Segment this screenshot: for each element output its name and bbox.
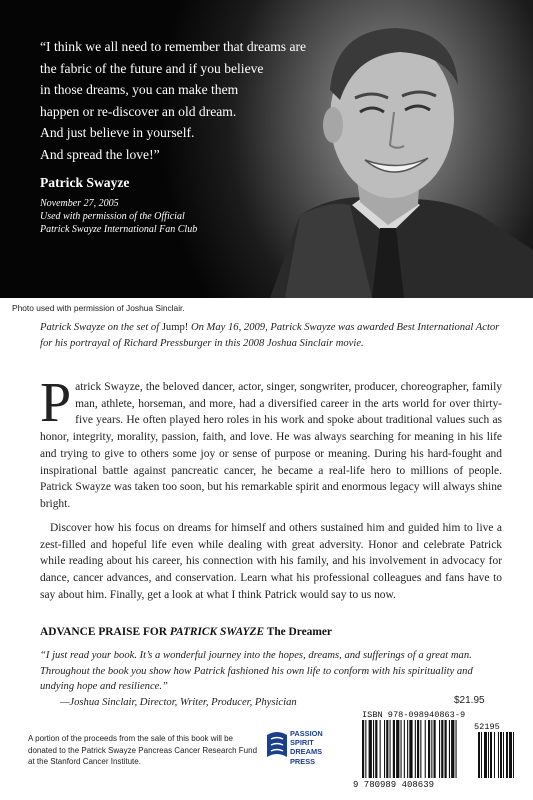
photo-credit: Photo used with permission of Joshua Sinclair. <box>12 303 185 313</box>
body-paragraph-2: Discover how his focus on dreams for himself and others sustained him and guided him to live a zest-filled and hopeful life even while dealing with great adversity. Honor and celebrate Patrick while reading about his career, his connection with his family, and his involvement in advocacy for dance, cancer advances, and conservation. Learn what his professional colleagues and fans have to say about him. Finally, get a look at what I think Patrick would say to us now. <box>40 522 502 601</box>
praise-heading-prefix: ADVANCE PRAISE FOR <box>40 626 170 638</box>
praise-attribution: —Joshua Sinclair, Director, Writer, Producer, Physician <box>60 697 297 708</box>
quote-line: in those dreams, you can make them <box>40 82 239 97</box>
publisher-line: DREAMS <box>290 747 323 757</box>
publisher-line: PASSION <box>290 729 323 738</box>
caption-before: Patrick Swayze on the set of <box>40 322 162 333</box>
isbn-text: ISBN 978-098940863-9 <box>362 710 466 720</box>
publisher-line: SPIRIT <box>290 738 314 748</box>
quote-permission-1: Used with permission of the Official <box>40 211 185 222</box>
isbn-addon: 52195 <box>474 722 500 732</box>
quote-line: And spread the love!” <box>40 146 160 162</box>
praise-quote: “I just read your book. It’s a wonderful journey into the hopes, dreams, and sufferings of a great man. Throughout the book you show how Patrick fashioned his own life to conform with his spirituality and undying hope and resilience.” <box>40 650 473 692</box>
body-paragraph-1 <box>40 372 502 513</box>
publisher-line: PRESS <box>290 756 316 766</box>
paragraph-1-text: atrick Swayze, the beloved dancer, actor, singer, songwriter, producer, choreographer, family man, athlete, horseman, and more, had a diversified career in the arts world for over thirty-five years. He often played hero roles in his work and spoke about traditional values such as honor, integrity, morality, passion, faith, and love. He was always searching for meaning in his life and trying to give to others some joy or sense of purpose or meaning. During his hard-fought and inspirational battle against pancreatic cancer, he became a real-life hero to millions of people. Patrick Swayze was taken too soon, but his remarkable spirit and enormous legacy will always shine bright. <box>40 381 502 510</box>
quote-meta <box>40 197 330 236</box>
praise-heading <box>40 626 332 638</box>
quote-author: Patrick Swayze <box>40 175 130 190</box>
praise-heading-suffix: The Dreamer <box>264 626 332 638</box>
quote-permission-2: Patrick Swayze International Fan Club <box>40 224 198 235</box>
drop-cap: P <box>40 372 72 434</box>
quote-date: November 27, 2005 <box>40 198 119 209</box>
barcode-icon <box>362 720 520 778</box>
publisher-name <box>290 729 323 766</box>
quote-line: And just believe in yourself. <box>40 125 195 140</box>
author-photo <box>0 0 533 298</box>
caption-after: On May 16, 2009, Patrick Swayze was awarded Best International Actor for his portrayal of Richard Pressburger in this 2008 Joshua Sinclair movie. <box>40 322 500 349</box>
caption-film-title: Jump! <box>161 322 189 333</box>
praise-heading-title: PATRICK SWAYZE <box>169 626 265 638</box>
quote-line: the fabric of the future and if you believe <box>40 60 264 76</box>
quote-line: “I think we all need to remember that dreams are <box>40 39 307 54</box>
quote-line: happen or re-discover an old dream. <box>40 103 237 119</box>
proceeds-note: A portion of the proceeds from the sale of this book will be donated to the Patrick Swayze Pancreas Cancer Research Fund at the Stanford Cancer Institute. <box>28 734 258 766</box>
quote-block <box>40 36 330 236</box>
photo-caption <box>40 320 510 351</box>
price: $21.95 <box>454 695 485 706</box>
barcode-digits: 9 780989 408639 <box>353 780 435 790</box>
